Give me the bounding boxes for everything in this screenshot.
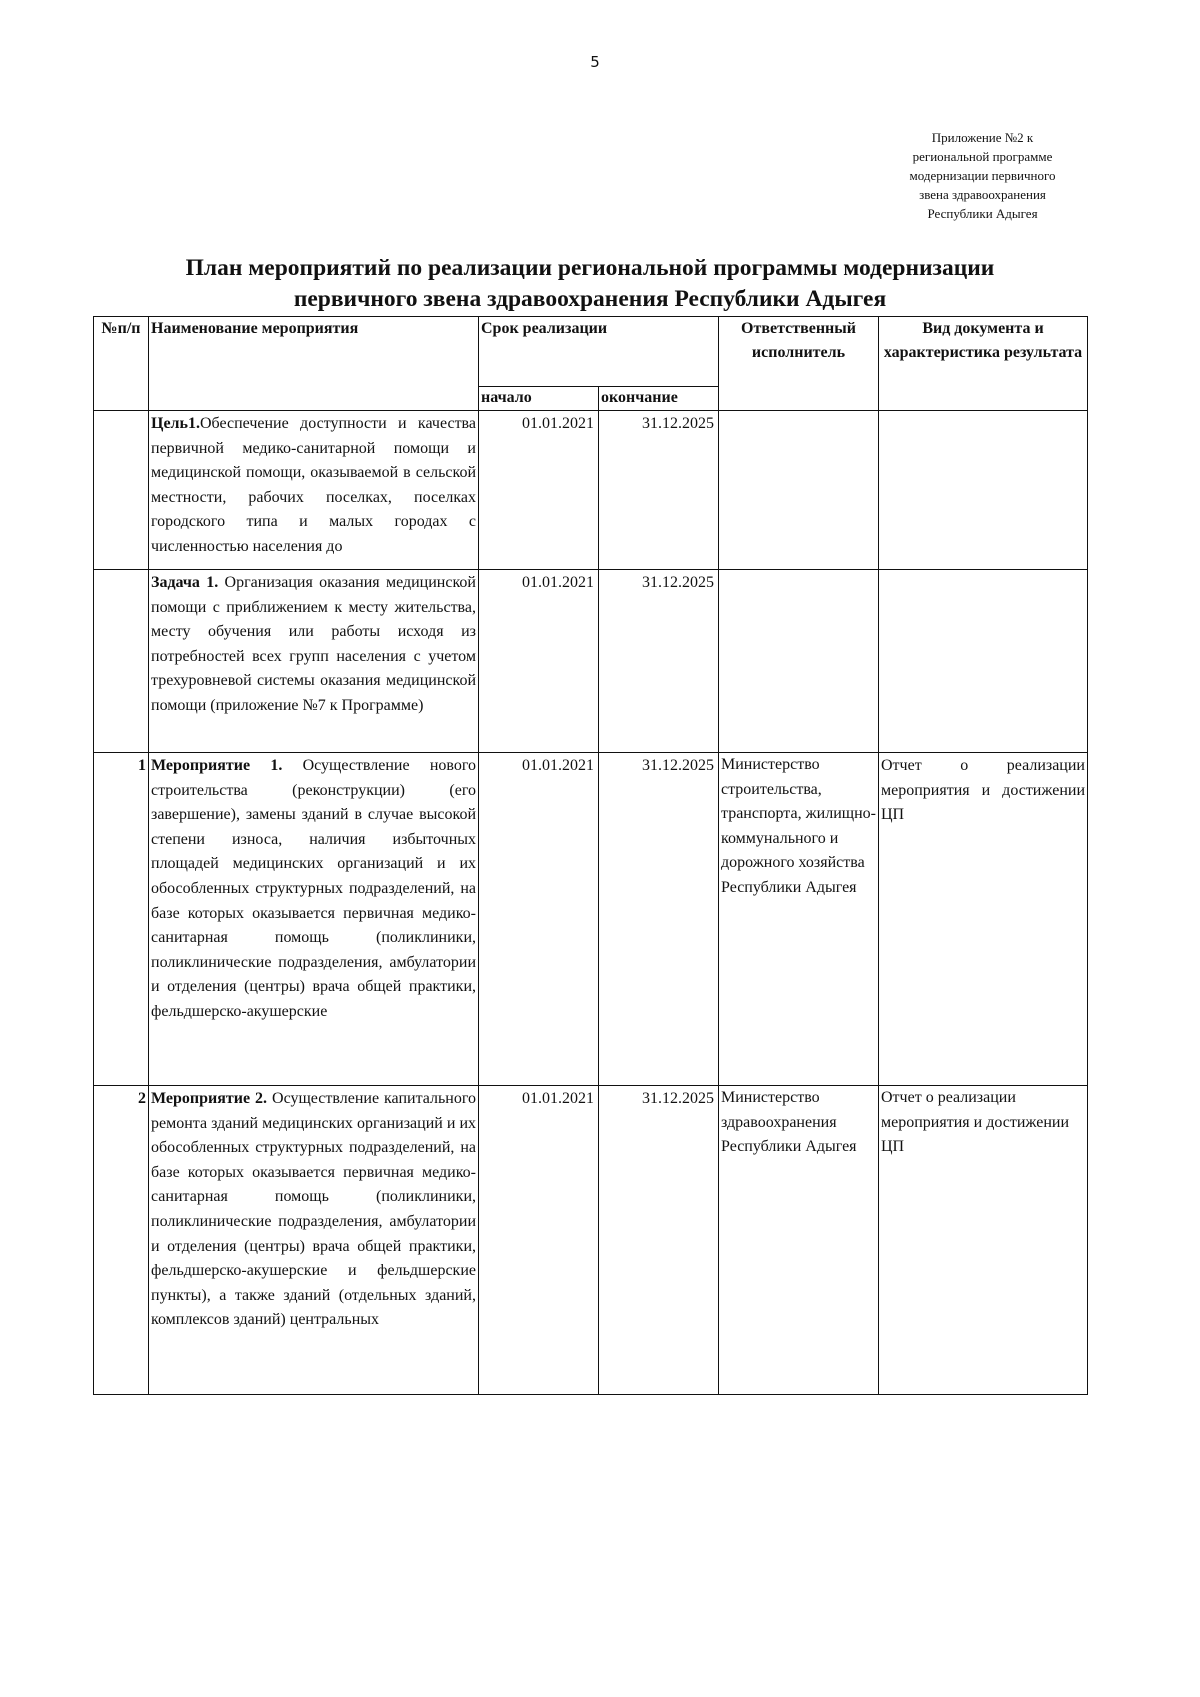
row-start: 01.01.2021 [479,411,599,570]
table-row [94,753,1088,1086]
row-doc-type: Отчет о реализации мероприятия и достижении ЦП [879,753,1088,1086]
row-name-cell [149,753,479,1086]
appendix-line: Республики Адыгея [927,206,1038,221]
header-end: окончание [599,387,719,411]
row-doc-type: Отчет о реализации мероприятия и достижении ЦП [879,1086,1088,1395]
row-responsible [719,411,879,570]
title-line-1: План мероприятий по реализации региональной программы модернизации [185,255,995,281]
table-row [94,1086,1088,1395]
row-name-cell [149,570,479,753]
appendix-line: модернизации первичного [909,168,1056,183]
row-label: Задача 1. [151,574,219,591]
row-text: Обеспечение доступности и качества первичной медико-санитарной помощи и медицинской помощи, оказываемой в сельской местности, рабочих поселках, поселках городского типа и малых городах с численностью населения до [151,415,476,555]
row-responsible: Министерство здравоохранения Республики Адыгея [719,1086,879,1395]
row-doc-type [879,411,1088,570]
row-label: Мероприятие 2. [151,1090,268,1107]
header-period: Срок реализации [479,317,719,387]
appendix-note [875,128,1090,223]
header-start: начало [479,387,599,411]
row-responsible [719,570,879,753]
row-name-cell [149,1086,479,1395]
row-start: 01.01.2021 [479,570,599,753]
appendix-line: Приложение №2 к [931,130,1034,145]
row-doc-type [879,570,1088,753]
header-num: №п/п [94,317,149,411]
row-number [94,411,149,570]
row-text: Организация оказания медицинской помощи с приближением к месту жительства, месту обучения или работы исходя из потребностей всех групп населения с учетом трехуровневой системы оказания медицинской помощи (приложение №7 к Программе) [151,574,476,714]
row-end: 31.12.2025 [599,570,719,753]
row-name-cell [149,411,479,570]
header-responsible: Ответственный исполнитель [719,317,879,411]
row-text: Осуществление капитального ремонта зданий медицинских организаций и их обособленных структурных подразделений, на базе которых оказывается первичная медико-санитарная помощь (поликлиники, поликлинические подразделения, амбулатории и отделения (центры) врача общей практики, фельдшерско-акушерские и фельдшерские пункты), а также зданий (отдельных зданий, комплексов зданий) центральных [151,1090,476,1329]
title-line-2: первичного звена здравоохранения Республики Адыгея [293,286,887,312]
row-end: 31.12.2025 [599,1086,719,1395]
row-label: Цель1. [151,415,200,432]
plan-table [93,316,1088,1395]
row-end: 31.12.2025 [599,753,719,1086]
row-label: Мероприятие 1. [151,757,283,774]
row-number: 1 [94,753,149,1086]
document-title [90,253,1090,315]
appendix-line: региональной программе [912,149,1053,164]
row-end: 31.12.2025 [599,411,719,570]
appendix-line: звена здравоохранения [919,187,1046,202]
row-start: 01.01.2021 [479,753,599,1086]
row-number [94,570,149,753]
header-doc-type: Вид документа и характеристика результата [879,317,1088,411]
row-number: 2 [94,1086,149,1395]
header-name: Наименование мероприятия [149,317,479,411]
row-responsible: Министерство строительства, транспорта, жилищно-коммунального и дорожного хозяйства Республики Адыгея [719,753,879,1086]
row-start: 01.01.2021 [479,1086,599,1395]
page-number: 5 [590,53,600,71]
row-text: Осуществление нового строительства (реконструкции) (его завершение), замены зданий в случае высокой степени износа, наличия избыточных площадей медицинских организаций и их обособленных структурных подразделений, на базе которых оказывается первичная медико-санитарная помощь (поликлиники, поликлинические подразделения, амбулатории и отделения (центры) врача общей практики, фельдшерско-акушерские [151,757,476,1020]
table-row [94,411,1088,570]
table-row [94,570,1088,753]
